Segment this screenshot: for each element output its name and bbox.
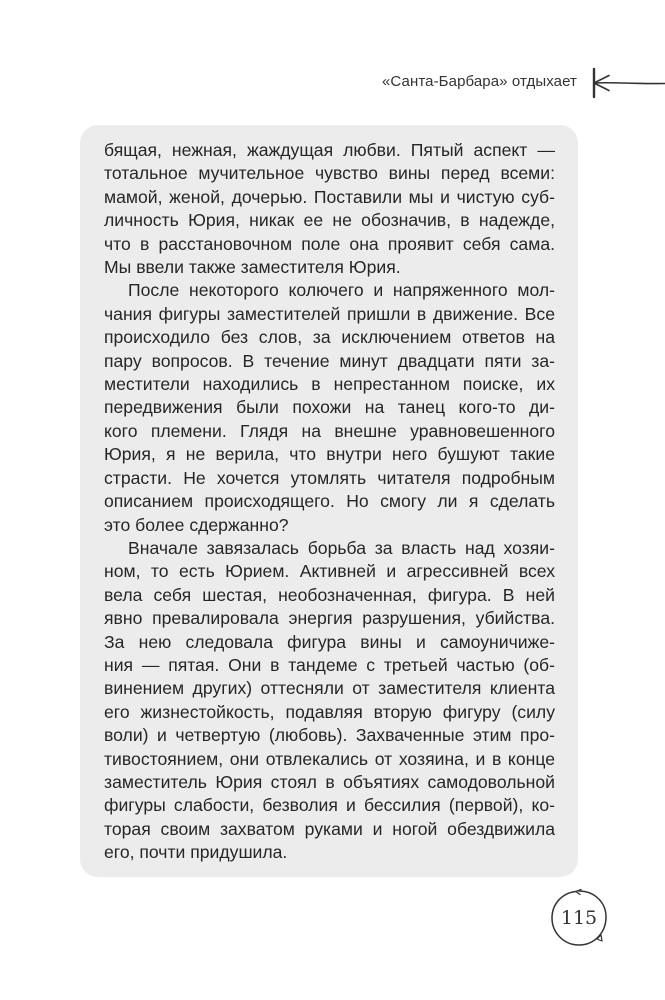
- page-number-badge: [548, 887, 610, 949]
- text-line: воли) и четвертую (любовь). Захваченные этим про-: [104, 725, 555, 746]
- text-line: описанием происходящего. Но смогу ли я сделать: [104, 491, 555, 512]
- text-line: бящая, нежная, жаждущая любви. Пятый аспект —: [104, 140, 555, 160]
- text-line: местители находились в непрестанном поиске, их: [104, 374, 555, 395]
- text-line: Вначале завязалась борьба за власть над хозяи-: [128, 537, 555, 558]
- text-line: чания фигуры заместителей пришли в движение. Все: [104, 303, 555, 324]
- text-line: тотальное мучительное чувство вины перед всеми:: [104, 163, 555, 184]
- text-line: личность Юрия, никак ее не обозначив, в надежде,: [104, 210, 555, 231]
- text-line: явно превалировала энергия разрушения, убийства.: [104, 608, 555, 629]
- text-line: После некоторого колючего и напряженного мол-: [128, 280, 555, 301]
- running-header: «Санта-Барбара» отдыхает: [381, 73, 577, 90]
- text-line: передвижения были похожи на танец кого-то ди-: [104, 397, 555, 418]
- paragraph-3: [104, 537, 555, 865]
- text-line: Юрия, я не верила, что внутри него бушуют такие: [104, 444, 555, 465]
- text-line: Мы ввели также заместителя Юрия.: [104, 257, 401, 278]
- text-line: страсти. Не хочется утомлять читателя подробным: [104, 467, 555, 488]
- text-line: тивостоянием, они отвлекались от хозяина, и в конце: [104, 748, 555, 769]
- text-line: пару вопросов. В течение минут двадцати пяти за-: [104, 350, 555, 371]
- paragraph-2: [104, 279, 555, 536]
- text-line: происходило без слов, за исключением ответов на: [104, 327, 555, 348]
- paragraph-1: [104, 139, 555, 279]
- text-line: это более сдержанно?: [104, 514, 289, 535]
- page-number: 115: [560, 907, 598, 929]
- text-line: кого племени. Глядя на внешне уравновешенного: [104, 420, 555, 441]
- text-line: винением других) оттесняли от заместителя клиента: [104, 678, 555, 699]
- text-line: заместитель Юрия стоял в объятиях самодовольной: [104, 771, 555, 792]
- text-line: что в расстановочном поле она проявит себя сама.: [104, 233, 555, 254]
- text-line: За нею следовала фигура вины и самоуничиже-: [104, 631, 555, 652]
- arrow-left-icon: [588, 66, 665, 100]
- text-line: фигуры слабости, безволия и бессилия (первой), ко-: [104, 795, 555, 816]
- text-line: вела себя шестая, необозначенная, фигура. В ней: [104, 584, 555, 605]
- text-line: его, почти придушила.: [104, 842, 288, 863]
- text-line: ном, то есть Юрием. Активней и агрессивней всех: [104, 561, 555, 582]
- text-body: [104, 139, 555, 865]
- text-line: ния — пятая. Они в тандеме с третьей частью (об-: [104, 654, 555, 675]
- text-line: его жизнестойкость, подавляя вторую фигуру (силу: [104, 701, 555, 722]
- text-line: торая своим захватом руками и ногой обездвижила: [104, 818, 555, 839]
- text-line: мамой, женой, дочерью. Поставили мы и чистую суб-: [104, 186, 555, 207]
